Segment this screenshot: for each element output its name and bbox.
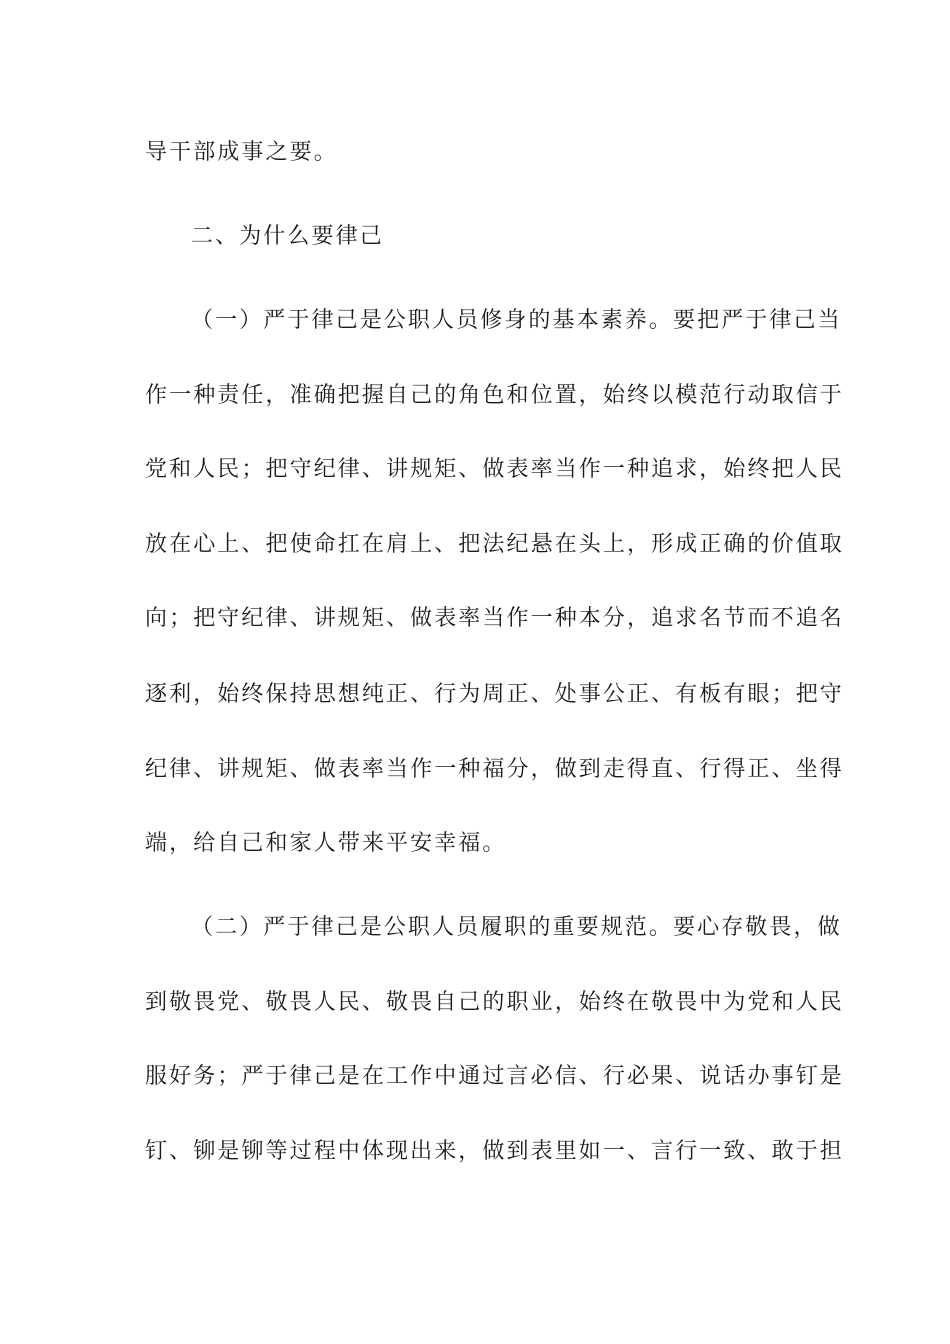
paragraph-line: 放在心上、把使命扛在肩上、把法纪悬在头上，形成正确的价值取 xyxy=(145,532,844,557)
paragraph-line: （一）严于律己是公职人员修身的基本素养。要把严于律己当 xyxy=(191,308,842,333)
paragraph-line: 端，给自己和家人带来平安幸福。 xyxy=(145,831,507,856)
paragraph-line: 到敬畏党、敬畏人民、敬畏自己的职业，始终在敬畏中为党和人民 xyxy=(145,990,844,1015)
paragraph-line: 服好务；严于律己是在工作中通过言必信、行必果、说话办事钉是 xyxy=(145,1064,844,1089)
paragraph-line: 作一种责任，准确把握自己的角色和位置，始终以模范行动取信于 xyxy=(145,383,844,408)
section-heading: 二、为什么要律己 xyxy=(191,224,384,249)
paragraph-line: 党和人民；把守纪律、讲规矩、做表率当作一种追求，始终把人民 xyxy=(145,457,844,482)
paragraph-line: 纪律、讲规矩、做表率当作一种福分，做到走得直、行得正、坐得 xyxy=(145,757,844,782)
paragraph-line: 向；把守纪律、讲规矩、做表率当作一种本分，追求名节而不追名 xyxy=(145,606,844,631)
paragraph-line: （二）严于律己是公职人员履职的重要规范。要心存敬畏，做 xyxy=(191,915,842,940)
paragraph-line: 逐利，始终保持思想纯正、行为周正、处事公正、有板有眼；把守 xyxy=(145,682,844,707)
paragraph-line: 钉、铆是铆等过程中体现出来，做到表里如一、言行一致、敢于担 xyxy=(145,1139,844,1164)
paragraph-line: 导干部成事之要。 xyxy=(145,140,338,165)
